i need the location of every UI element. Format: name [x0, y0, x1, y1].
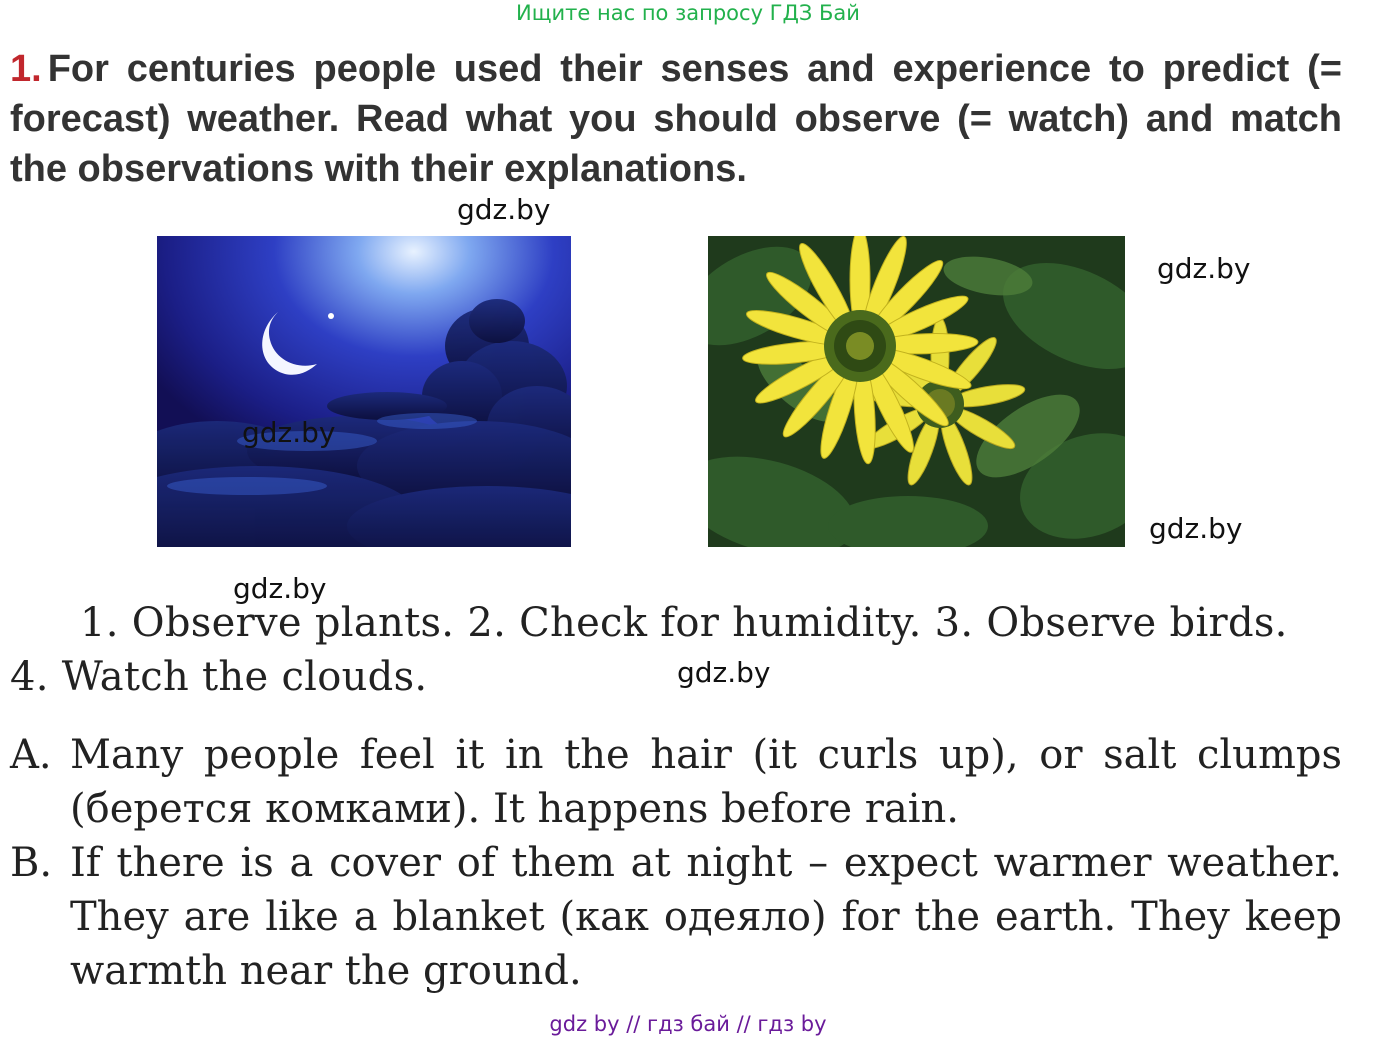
- watermark: gdz.by: [1157, 252, 1251, 285]
- top-banner: Ищите нас по запросу ГДЗ Бай: [516, 1, 860, 25]
- watermark: gdz.by: [1149, 512, 1243, 545]
- explanation-letter: A.: [10, 732, 52, 778]
- footer-links: gdz by // гдз бай // гдз by: [549, 1012, 827, 1036]
- watermark: gdz.by: [233, 572, 327, 605]
- watermark: gdz.by: [677, 656, 771, 689]
- task-number: 1.: [10, 48, 42, 90]
- watermark: gdz.by: [242, 416, 336, 449]
- explanation-text: If there is a cover of them at night – expect warmer weather. They are like a blanket (как одеяло) for the earth. They keep warmth near the ground.: [70, 840, 1342, 994]
- task-text: For centuries people used their senses and experience to predict (= forecast) weather. Read what you should observe (= watch) and match the observations with their explanations.: [10, 48, 1342, 190]
- night-sky-photo: [157, 236, 571, 547]
- flower-photo: [708, 236, 1125, 547]
- explanation-b: [10, 836, 1342, 998]
- task-instruction: [10, 44, 1342, 194]
- observation-list-line-1: 1. Observe plants. 2. Check for humidity. 3. Observe birds.: [80, 600, 1288, 646]
- night-sky-illustration: [157, 236, 571, 547]
- watermark: gdz.by: [457, 193, 551, 226]
- explanation-letter: B.: [10, 840, 53, 886]
- coneflower-illustration: [708, 236, 1125, 547]
- observation-list-line-2: 4. Watch the clouds.: [10, 654, 428, 700]
- explanation-a: [10, 728, 1342, 836]
- explanation-text: Many people feel it in the hair (it curls up), or salt clumps (берется комками). It happens before rain.: [70, 732, 1342, 832]
